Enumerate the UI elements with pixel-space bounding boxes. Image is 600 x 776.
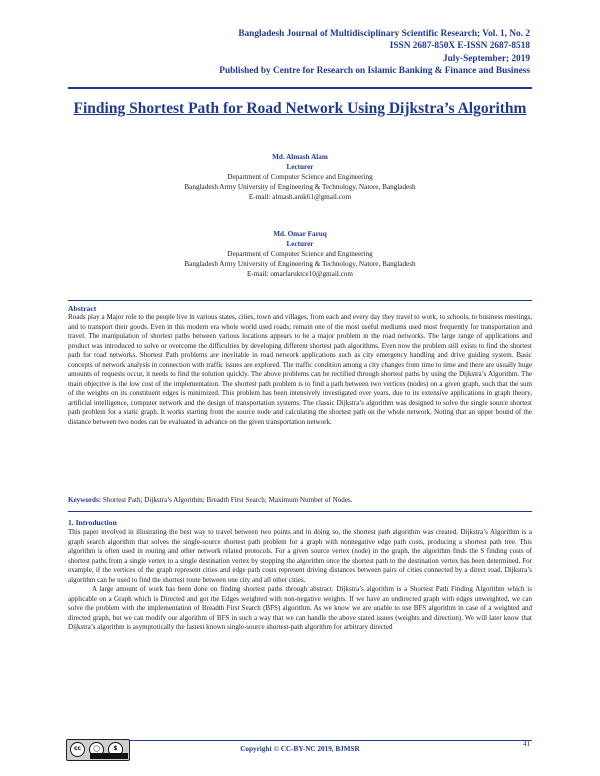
introduction-paragraph: This paper involved in illustrating the best way to travel between two points and in doing so, the shortest path algorithm was created. Dijkstra’s Algorithm is a graph search algorithm that solves the single-source shortest path problem for a graph with nonnegative edge path costs, producing a shortest path tree. This algorithm is often used in routing and other network related protocols. For a given source vertex (node) in the graph, the algorithm finds the S finding costs of shortest paths from a single vertex to a single destination vertex by stopping the algorithm once the shortest path to the destination vertex has been determined. For example, if the vertices of the graph represent cities and edge path costs represent driving distances between pairs of cities connected by a direct road, Dijkstra’s algorithm can be used to find the shortest route between one city and all other cities. [68,528,532,584]
non-commercial-icon: $ [108,742,123,757]
abstract-body [68,313,532,428]
author-block-1 [0,152,600,202]
introduction-heading: 1. Introduction [68,518,117,527]
author-institution: Bangladesh Army University of Engineering & Technology, Natore, Bangladesh [184,260,416,268]
author-role: Lecturer [286,163,314,171]
issn-line: ISSN 2687-850X E-ISSN 2687-8518 [389,41,530,52]
author-name: Md. Omar Faruq [273,230,327,238]
author-block-2 [0,229,600,279]
author-department: Department of Computer Science and Engineering [227,173,373,181]
page-number: 41 [523,740,530,748]
creative-commons-icon: cc [70,742,85,757]
introduction-paragraph: A large amount of work has been done on finding shortest paths through abstract. Dijkstra’s algorithm is a Shortest Path Finding Algorithm which is applicable on a Graph which is Directed and got the Edges weighted with non-negative weights. If we have an undirected graph with edges unweighted, we can solve the problem with the implementation of Breadth First Search (BFS) algorithm. As we know we are unable to use BFS algorithm in case of a weighted and directed graph, but we can modify our algorithm of BFS in such a way that we can handle the above stated issues (weights and direction). We will later know that Dijkstra’s algorithm is asymptotically the fastest known single-source shortest-path algorithm for arbitrary directed [68,585,532,632]
abstract-text: Roads play a Major role to the people live in various states, cities, town and villages, from each and every day they travel to work, to schools, to business meetings, and to transport their goods. Even in this modern era whole world used roads; remain one of the most useful mediums used most frequently for transportation and travel. The manipulation of shortest paths between various locations appears to be a major problem in the road networks. The large range of applications and product was introduced to solve or overcome the difficulties by developing different shortest path algorithms. Even now the problem still exists to find the shortest path for road networks. Shortest Path problems are inevitable in road network applications such as city emergency handling and drive guiding system. Basic concepts of network analysis in connection with traffic issues are explored. The traffic condition among a city changes from time to time and there are usually huge amounts of requests occur, it needs to find the solution quickly. The above problems can be rectified through shortest paths by using the Dijkstra’s Algorithm. The main objective is the low cost of the implementation. The shortest path problem is to find a path between two vertices (nodes) on a given graph, such that the sum of the weights on its constituent edges is minimized. This problem has been intensively investigated over years, due to its extensive applications in graph theory, artificial intelligence, computer network and the design of transportation systems. The classic Dijkstra’s algorithm was designed to solve the single source shortest path problem for a static graph. It works starting from the source node and calculating the shortest path on the whole network. Noting that an upper bound of the distance between two nodes can be evaluated in advance on the given transportation network. [68,313,532,427]
abstract-divider [68,300,532,301]
publisher-line: Published by Centre for Research on Islamic Banking & Finance and Business [219,65,530,76]
attribution-icon: ◯ [89,742,104,757]
paper-title: Finding Shortest Path for Road Network Using Dijkstra’s Algorithm [73,100,527,117]
author-email: E-mail: almash.anik61@gmail.com [248,193,352,201]
journal-header [219,28,530,77]
footer-divider [68,740,532,741]
journal-name: Bangladesh Journal of Multidisciplinary Scientific Research; Vol. 1, No. 2 [238,29,530,39]
header-divider [68,87,532,89]
abstract-heading: Abstract [68,304,97,313]
author-role: Lecturer [286,240,314,248]
introduction-body [68,528,532,633]
keywords-divider [68,511,532,512]
issue-date: July-September; 2019 [442,53,530,64]
keywords-line [68,495,532,505]
author-institution: Bangladesh Army University of Engineering & Technology, Natore, Bangladesh [184,183,416,191]
author-email: E-mail: omarfaruktce10@gmail.com [246,270,353,278]
keywords-text: Shortest Path; Dijkstra’s Algorithm; Breadth First Search; Maximum Number of Nodes. [101,496,353,504]
keywords-label: Keywords: [68,496,102,504]
license-strip [90,753,128,759]
author-department: Department of Computer Science and Engineering [227,250,373,258]
copyright-notice: Copyright © CC-BY-NC 2019, BJMSR [240,745,360,753]
author-name: Md. Almash Alam [272,153,328,161]
